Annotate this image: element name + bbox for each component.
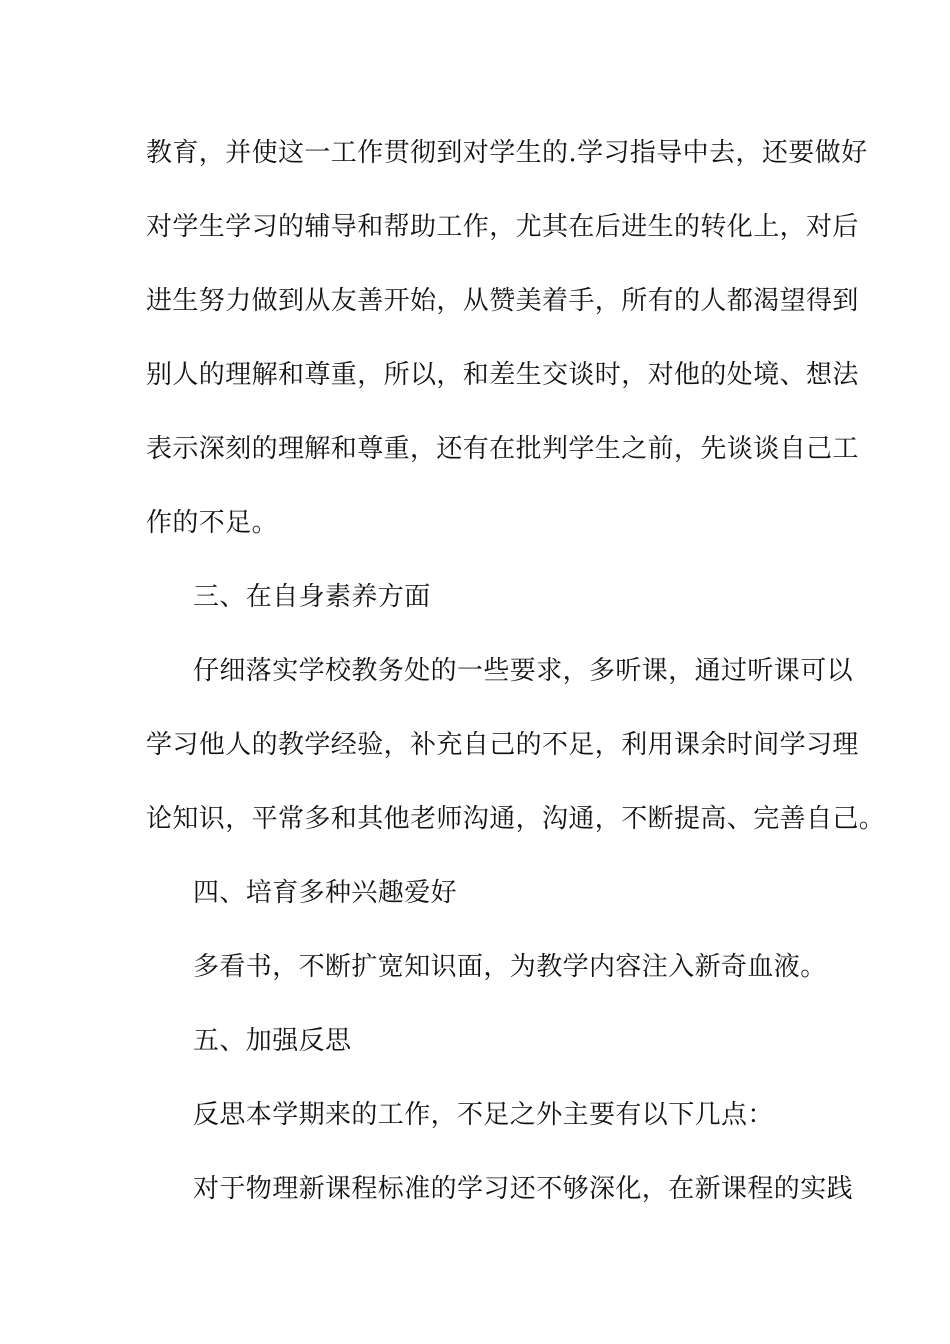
paragraph-line: 反思本学期来的工作，不足之外主要有以下几点： xyxy=(193,1100,774,1130)
section-heading: 五、加强反思 xyxy=(193,1026,352,1056)
paragraph-line: 表示深刻的理解和尊重，还有在批判学生之前，先谈谈自己工 xyxy=(146,434,859,464)
section-heading: 四、培育多种兴趣爱好 xyxy=(193,878,458,908)
paragraph-line: 别人的理解和尊重，所以，和差生交谈时，对他的处境、想法 xyxy=(146,360,859,390)
section-heading: 三、在自身素养方面 xyxy=(193,582,431,612)
paragraph-line: 作的不足。 xyxy=(146,508,279,538)
paragraph-line: 论知识，平常多和其他老师沟通，沟通，不断提高、完善自己。 xyxy=(146,804,886,834)
paragraph-line: 仔细落实学校教务处的一些要求，多听课，通过听课可以 xyxy=(193,656,854,686)
paragraph-line: 对学生学习的辅导和帮助工作，尤其在后进生的转化上，对后 xyxy=(146,212,859,242)
paragraph-line: 教育，并使这一工作贯彻到对学生的.学习指导中去，还要做好 xyxy=(146,138,868,168)
paragraph-line: 多看书，不断扩宽知识面，为教学内容注入新奇血液。 xyxy=(193,952,827,982)
paragraph-line: 学习他人的教学经验，补充自己的不足，利用课余时间学习理 xyxy=(146,730,859,760)
paragraph-line: 进生努力做到从友善开始，从赞美着手，所有的人都渴望得到 xyxy=(146,286,859,316)
paragraph-line: 对于物理新课程标准的学习还不够深化，在新课程的实践 xyxy=(193,1174,854,1204)
